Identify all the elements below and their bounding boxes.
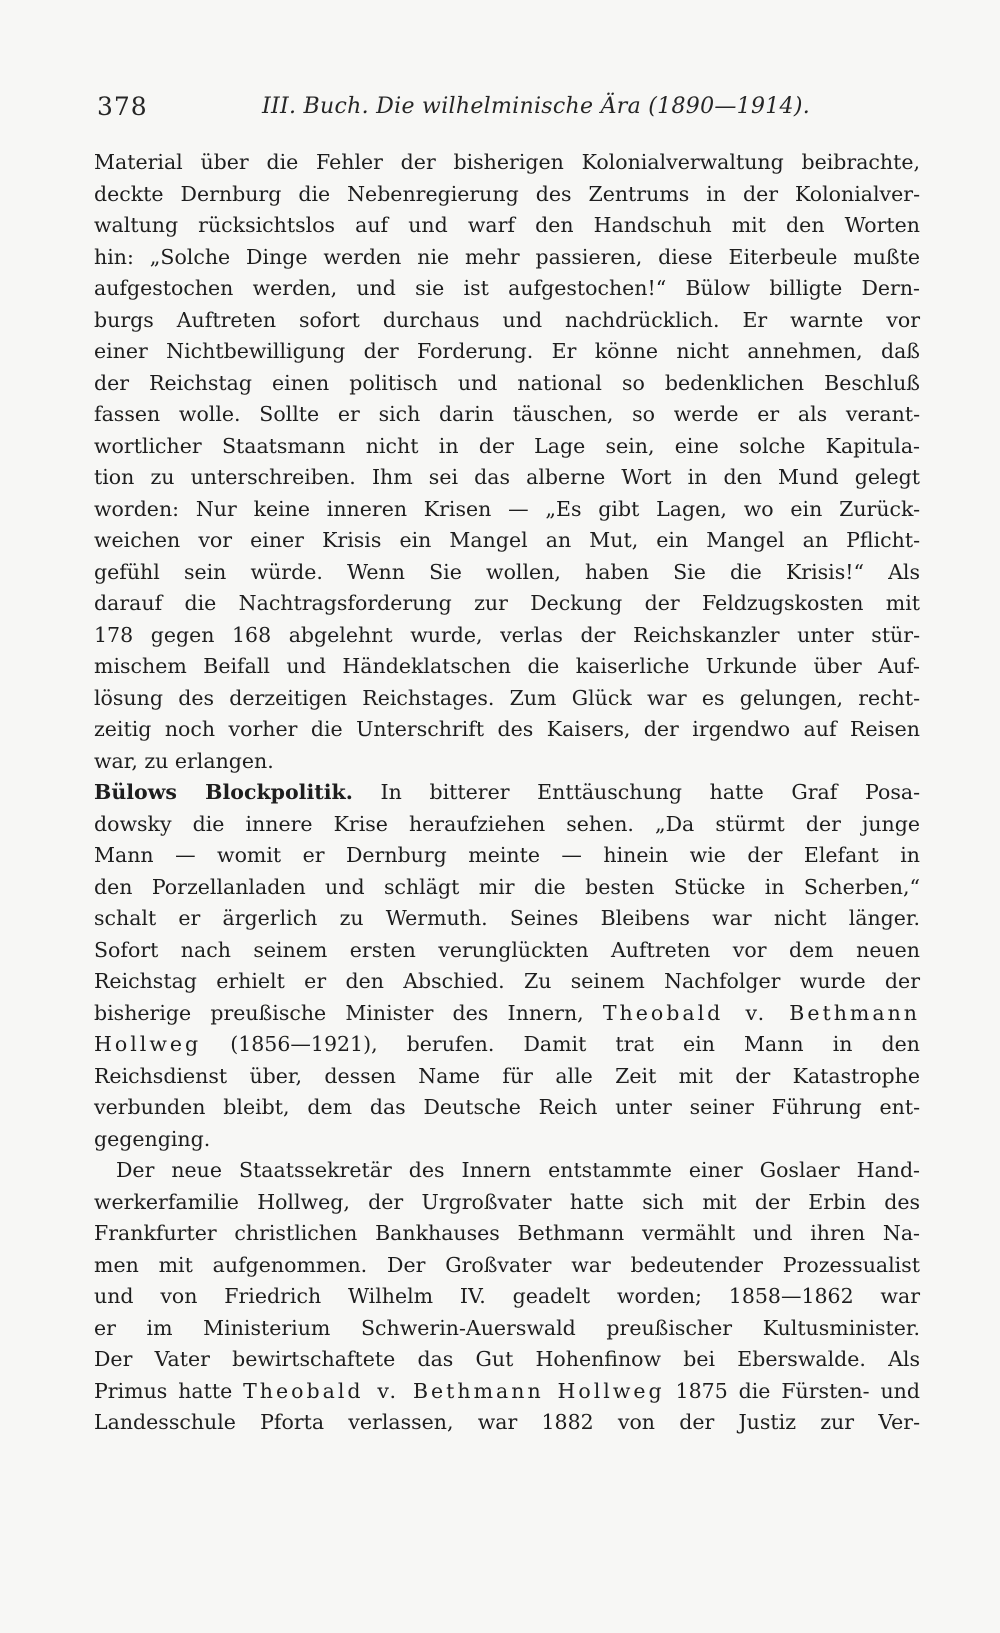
text-segment: Landesschule Pforta verlassen, war 1882 von der Justiz zur Ver- [94, 1410, 920, 1434]
text-segment: Sofort nach seinem ersten verunglückten Auftreten vor dem neuen [94, 937, 920, 962]
text-segment: waltung rücksichtslos auf und warf den Handschuh mit den Worten [94, 213, 920, 237]
text-segment: Primus hatte [94, 1378, 244, 1403]
text-line [94, 683, 920, 715]
text-line [94, 431, 920, 463]
text-line [94, 305, 920, 337]
text-line [94, 494, 920, 526]
text-line [94, 1376, 920, 1408]
text-segment: Reichstag erhielt er den Abschied. Zu seinem Nachfolger wurde der [94, 969, 920, 993]
text-line [94, 1124, 920, 1156]
text-segment: war, zu erlangen. [94, 748, 274, 773]
text-segment: deckte Dernburg die Nebenregierung des Zentrums in der Kolonialver- [94, 181, 920, 206]
text-line [94, 998, 920, 1030]
text-line [94, 210, 920, 242]
text-line [94, 935, 920, 967]
text-segment: Frankfurter christlichen Bankhauses Bethmann vermählt und ihren Na- [94, 1221, 920, 1245]
text-segment: men mit aufgenommen. Der Großvater war bedeutender Prozessualist [94, 1252, 920, 1277]
text-segment: Der Vater bewirtschaftete das Gut Hohenfinow bei Eberswalde. Als [94, 1347, 920, 1371]
text-line [94, 1250, 920, 1282]
text-line [94, 1313, 920, 1345]
text-line [94, 1218, 920, 1250]
text-line [94, 809, 920, 841]
text-line [94, 777, 920, 809]
text-line [94, 1187, 920, 1219]
text-segment: einer Nichtbewilligung der Forderung. Er könne nicht annehmen, daß [94, 339, 920, 363]
text-segment: Material über die Fehler der bisherigen Kolonialverwaltung beibrachte, [94, 150, 920, 174]
text-line [94, 147, 920, 179]
text-line [94, 903, 920, 935]
running-head: III. Buch. Die wilhelminische Ära (1890—1914). [262, 94, 811, 119]
spaced-name: Theobald v. Bethmann [602, 1000, 920, 1025]
page-number: 378 [97, 92, 148, 121]
text-line [94, 368, 920, 400]
text-segment: Reichsdienst über, dessen Name für alle Zeit mit der Katastrophe [94, 1063, 920, 1088]
text-line [94, 746, 920, 778]
text-segment: hin: „Solche Dinge werden nie mehr passieren, diese Eiterbeule mußte [94, 244, 920, 269]
text-segment: Der neue Staatssekretär des Innern entstammte einer Goslaer Hand- [116, 1158, 920, 1182]
text-line [94, 525, 920, 557]
text-segment: (1856—1921), berufen. Damit trat ein Mann in den [201, 1032, 920, 1056]
text-segment: burgs Auftreten sofort durchaus und nachdrücklich. Er warnte vor [94, 307, 920, 332]
spaced-name: Theobald v. Bethmann Hollweg [243, 1378, 665, 1403]
text-line [94, 620, 920, 652]
text-line [94, 1092, 920, 1124]
text-line [94, 966, 920, 998]
page-header [97, 92, 919, 126]
text-line [94, 1344, 920, 1376]
text-segment: verbunden bleibt, dem das Deutsche Reich unter seiner Führung ent- [94, 1095, 920, 1119]
text-line [94, 1407, 920, 1439]
text-segment: zeitig noch vorher die Unterschrift des Kaisers, der irgendwo auf Reisen [94, 717, 920, 741]
text-segment: wortlicher Staatsmann nicht in der Lage sein, eine solche Kapitula- [94, 433, 920, 458]
text-line [94, 1061, 920, 1093]
text-segment: den Porzellanladen und schlägt mir die besten Stücke in Scherben,“ [94, 874, 920, 899]
text-line [94, 179, 920, 211]
text-line [94, 714, 920, 746]
text-line [94, 462, 920, 494]
text-segment: darauf die Nachtragsforderung zur Deckung der Feldzugskosten mit [94, 591, 920, 615]
text-segment: worden: Nur keine inneren Krisen — „Es gibt Lagen, wo ein Zurück- [94, 496, 920, 521]
section-heading: Bülows Blockpolitik. [94, 780, 353, 804]
text-segment: In bitterer Enttäuschung hatte Graf Posa- [352, 780, 921, 804]
spaced-name: Hollweg [94, 1032, 202, 1056]
text-segment: bisherige preußische Minister des Innern, [94, 1000, 603, 1025]
text-line [94, 588, 920, 620]
text-line [94, 273, 920, 305]
text-segment: fassen wolle. Sollte er sich darin täuschen, so werde er als verant- [94, 402, 920, 426]
text-line [94, 557, 920, 589]
text-segment: werkerfamilie Hollweg, der Urgroßvater hatte sich mit der Erbin des [94, 1189, 920, 1214]
text-line [94, 399, 920, 431]
text-line [94, 1281, 920, 1313]
text-segment: 1875 die Fürsten- und [664, 1378, 920, 1403]
text-line [94, 651, 920, 683]
text-line [94, 1029, 920, 1061]
text-line [94, 1155, 920, 1187]
text-segment: er im Ministerium Schwerin-Auerswald preußischer Kultusminister. [94, 1315, 920, 1340]
text-segment: gefühl sein würde. Wenn Sie wollen, haben Sie die Krisis!“ Als [94, 559, 920, 584]
text-segment: lösung des derzeitigen Reichstages. Zum Glück war es gelungen, recht- [94, 685, 920, 710]
text-segment: und von Friedrich Wilhelm IV. geadelt worden; 1858—1862 war [94, 1284, 920, 1308]
text-segment: der Reichstag einen politisch und national so bedenklichen Beschluß [94, 370, 920, 395]
text-segment: aufgestochen werden, und sie ist aufgestochen!“ Bülow billigte Dern- [94, 276, 920, 300]
text-segment: tion zu unterschreiben. Ihm sei das alberne Wort in den Mund gelegt [94, 465, 920, 489]
text-segment: 178 gegen 168 abgelehnt wurde, verlas der Reichskanzler unter stür- [94, 622, 920, 647]
text-segment: dowsky die innere Krise heraufziehen sehen. „Da stürmt der junge [94, 811, 920, 836]
text-segment: gegenging. [94, 1126, 211, 1151]
text-segment: schalt er ärgerlich zu Wermuth. Seines Bleibens war nicht länger. [94, 906, 920, 930]
text-segment: Mann — womit er Dernburg meinte — hinein wie der Elefant in [94, 843, 920, 867]
text-segment: mischem Beifall und Händeklatschen die kaiserliche Urkunde über Auf- [94, 654, 920, 678]
text-line [94, 242, 920, 274]
text-segment: weichen vor einer Krisis ein Mangel an Mut, ein Mangel an Pflicht- [94, 528, 920, 552]
text-line [94, 872, 920, 904]
text-line [94, 336, 920, 368]
text-line [94, 840, 920, 872]
body-text [94, 147, 920, 1439]
